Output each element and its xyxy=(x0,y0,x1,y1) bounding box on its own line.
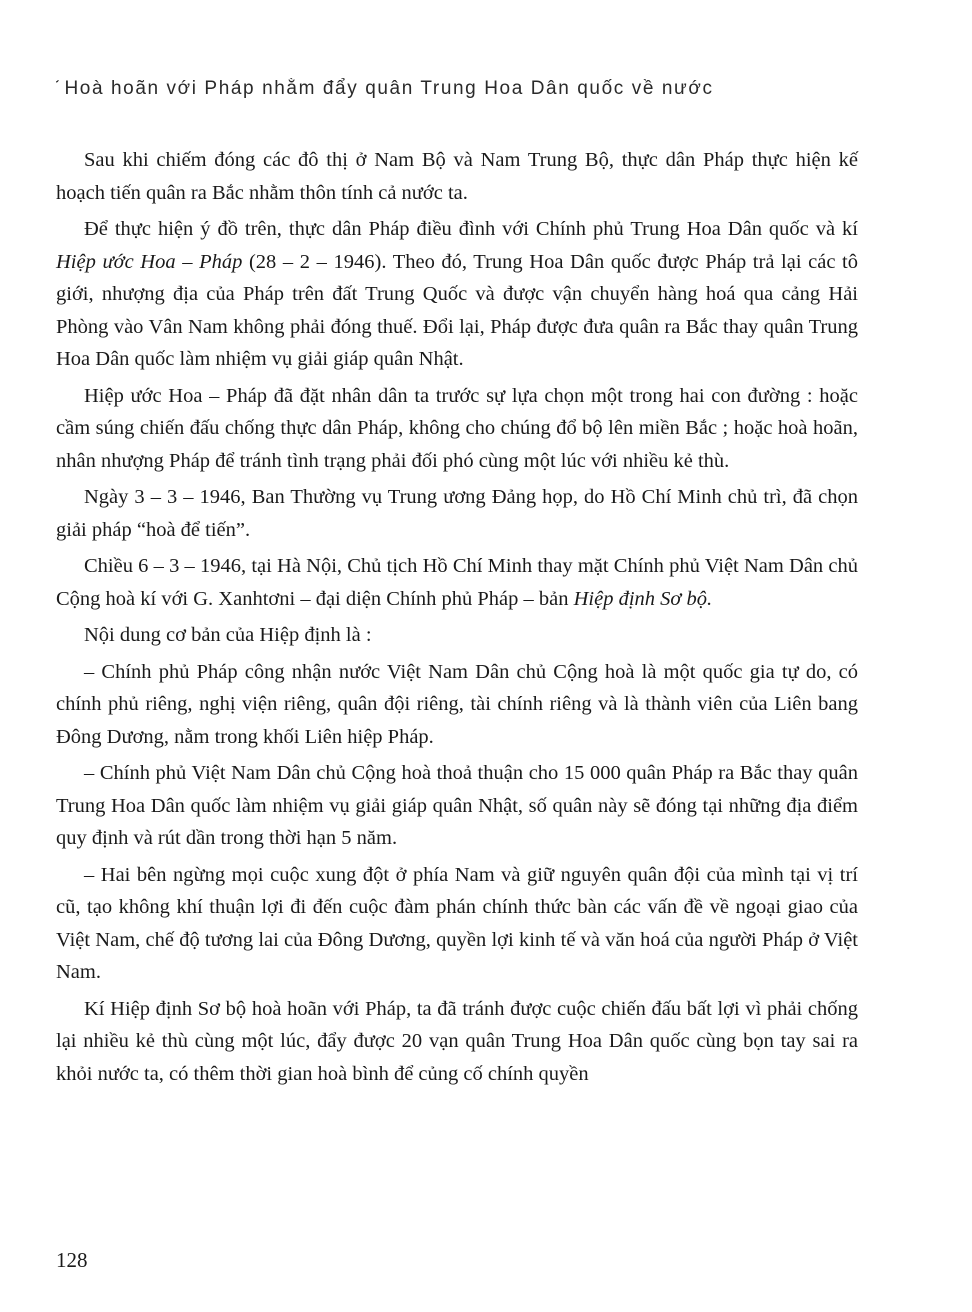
paragraph-4: Ngày 3 – 3 – 1946, Ban Thường vụ Trung ương Đảng họp, do Hồ Chí Minh chủ trì, đã chọn giải pháp “hoà để tiến”. xyxy=(56,486,858,541)
paragraph-2: Để thực hiện ý đồ trên, thực dân Pháp điều đình với Chính phủ Trung Hoa Dân quốc và kí Hiệp ước Hoa – Pháp (28 – 2 – 1946). Theo đó, Trung Hoa Dân quốc được Pháp trả lại các tô giới, nhượng địa của Pháp trên đất Trung Quốc và được vận chuyển hàng hoá qua cảng Hải Phòng vào Vân Nam không phải đóng thuế. Đổi lại, Pháp được đưa quân ra Bắc thay quân Trung Hoa Dân quốc làm nhiệm vụ giải giáp quân Nhật. xyxy=(56,218,858,370)
paragraph-3: Hiệp ước Hoa – Pháp đã đặt nhân dân ta trước sự lựa chọn một trong hai con đường : hoặc cầm súng chiến đấu chống thực dân Pháp, không cho chúng đổ bộ lên miền Bắc ; hoặc hoà hoãn, nhân nhượng Pháp để tránh tình trạng phải đối phó cùng một lúc với nhiều kẻ thù. xyxy=(56,384,858,472)
body-text xyxy=(56,144,858,1094)
agreement-point-2: – Chính phủ Việt Nam Dân chủ Cộng hoà thoả thuận cho 15 000 quân Pháp ra Bắc thay quân Trung Hoa Dân quốc làm nhiệm vụ giải giáp quân Nhật, số quân này sẽ đóng tại những địa điểm quy định và rút dần trong thời hạn 5 năm. xyxy=(56,762,858,849)
section-heading: ̆ Hoà hoãn với Pháp nhằm đẩy quân Trung Hoa Dân quốc về nước xyxy=(56,78,714,99)
paragraph-1: Sau khi chiếm đóng các đô thị ở Nam Bộ và Nam Trung Bộ, thực dân Pháp thực hiện kế hoạch tiến quân ra Bắc nhằm thôn tính cả nước ta. xyxy=(56,149,858,204)
paragraph-10: Kí Hiệp định Sơ bộ hoà hoãn với Pháp, ta đã tránh được cuộc chiến đấu bất lợi vì phải chống lại nhiều kẻ thù cùng một lúc, đẩy được 20 vạn quân Trung Hoa Dân quốc cùng bọn tay sai ra khỏi nước ta, có thêm thời gian hoà bình để củng cố chính quyền xyxy=(56,997,858,1085)
agreement-point-1: – Chính phủ Pháp công nhận nước Việt Nam Dân chủ Cộng hoà là một quốc gia tự do, có chính phủ riêng, nghị viện riêng, quân đội riêng, tài chính riêng và là thành viên của Liên bang Đông Dương, nằm trong khối Liên hiệp Pháp. xyxy=(56,660,858,748)
paragraph-5: Chiều 6 – 3 – 1946, tại Hà Nội, Chủ tịch Hồ Chí Minh thay mặt Chính phủ Việt Nam Dân chủ Cộng hoà kí với G. Xanhtơni – đại diện Chính phủ Pháp – bản Hiệp định Sơ bộ. xyxy=(56,555,858,610)
agreement-title-italic: Hiệp định Sơ bộ. xyxy=(573,587,713,610)
paragraph-6: Nội dung cơ bản của Hiệp định là : xyxy=(84,624,372,646)
page-number: 128 xyxy=(56,1248,88,1272)
treaty-title-italic: Hiệp ước Hoa – Pháp xyxy=(56,250,243,273)
agreement-point-3: – Hai bên ngừng mọi cuộc xung đột ở phía Nam và giữ nguyên quân đội của mình tại vị trí cũ, tạo không khí thuận lợi đi đến cuộc đàm phán chính thức bàn các vấn đề về ngoại giao của Việt Nam, chế độ tương lai của Đông Dương, quyền lợi kinh tế và văn hoá của người Pháp ở Việt Nam. xyxy=(56,863,858,983)
